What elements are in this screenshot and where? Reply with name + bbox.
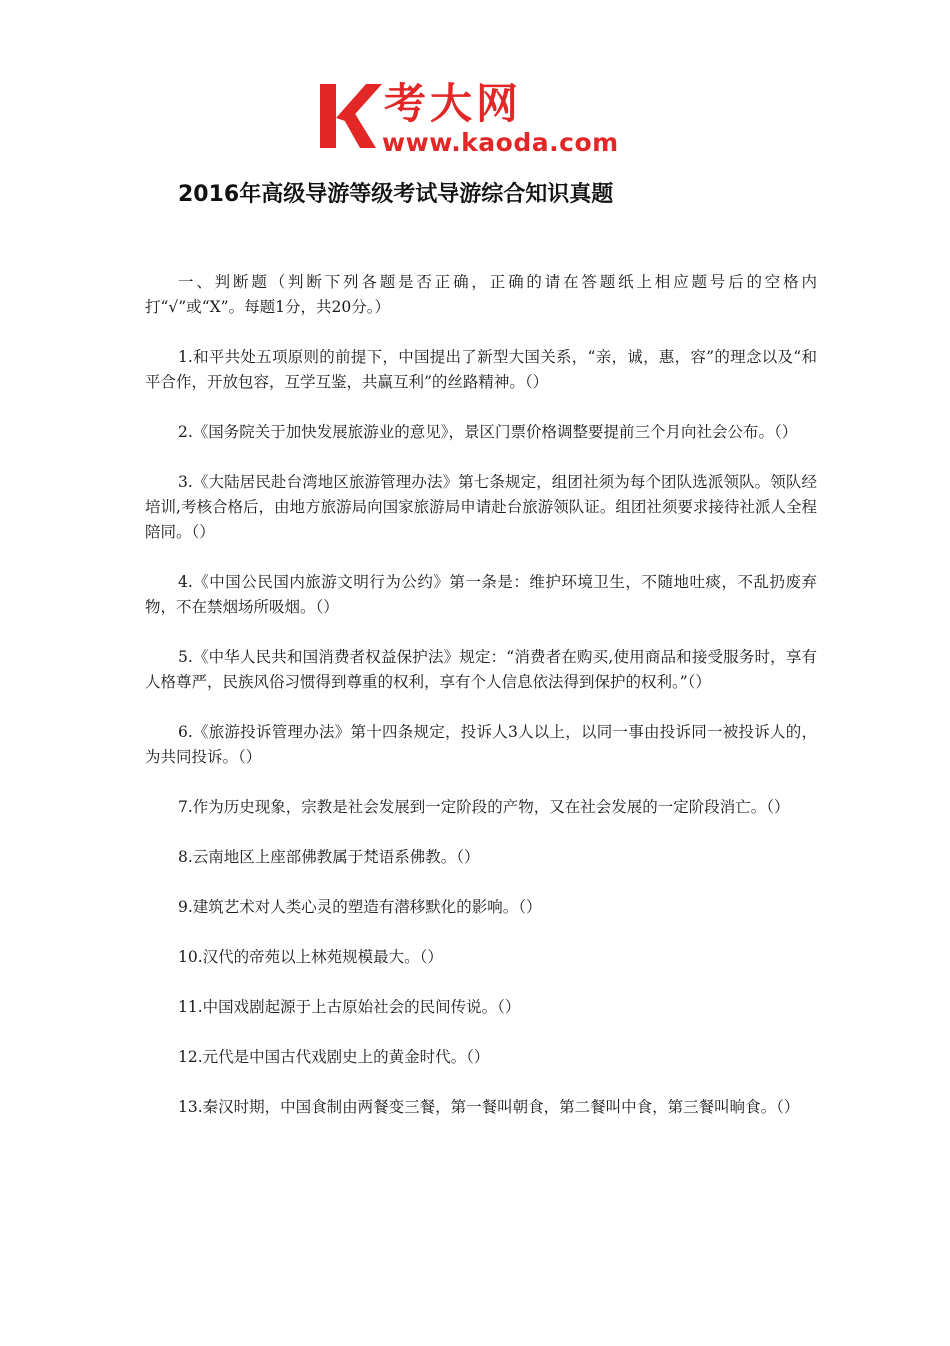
question-item: 4.《中国公民国内旅游文明行为公约》第一条是：维护环境卫生，不随地吐痰，不乱扔废弃物，不在禁烟场所吸烟。（） — [145, 573, 817, 616]
question-item: 8.云南地区上座部佛教属于梵语系佛教。（） — [178, 848, 480, 866]
kaoda-logo — [318, 79, 640, 160]
document-body — [145, 270, 817, 1145]
question-item: 13.秦汉时期，中国食制由两餐变三餐，第一餐叫朝食，第二餐叫中食，第三餐叫晌食。（） — [178, 1098, 800, 1116]
question-item: 12.元代是中国古代戏剧史上的黄金时代。（） — [178, 1048, 490, 1066]
question-item: 3.《大陆居民赴台湾地区旅游管理办法》第七条规定，组团社须为每个团队选派领队。领队经培训,考核合格后，由地方旅游局向国家旅游局申请赴台旅游领队证。组团社须要求接待社派人全程陪同。（） — [145, 473, 817, 541]
question-item: 11.中国戏剧起源于上古原始社会的民间传说。（） — [178, 998, 521, 1016]
question-item: 9.建筑艺术对人类心灵的塑造有潜移默化的影响。（） — [178, 898, 542, 916]
brand-name: 考大网 — [384, 79, 523, 128]
page-title: 2016年高级导游等级考试导游综合知识真题 — [178, 182, 614, 207]
question-item: 10.汉代的帝苑以上林苑规模最大。（） — [178, 948, 443, 966]
brand-url: www.kaoda.com — [382, 128, 619, 157]
question-item: 6.《旅游投诉管理办法》第十四条规定，投诉人3人以上，以同一事由投诉同一被投诉人的，为共同投诉。（） — [145, 723, 817, 766]
question-item: 7.作为历史现象，宗教是社会发展到一定阶段的产物，又在社会发展的一定阶段消亡。（） — [178, 798, 790, 816]
question-item: 1.和平共处五项原则的前提下，中国提出了新型大国关系，“亲，诚，惠，容”的理念以及“和平合作，开放包容，互学互鉴，共赢互利”的丝路精神。（） — [145, 348, 817, 391]
k-letter-icon — [318, 82, 382, 154]
question-item: 5.《中华人民共和国消费者权益保护法》规定：“消费者在购买,使用商品和接受服务时，享有人格尊严，民族风俗习惯得到尊重的权利，享有个人信息依法得到保护的权利。”（） — [145, 648, 817, 691]
question-item: 2.《国务院关于加快发展旅游业的意见》，景区门票价格调整要提前三个月向社会公布。（） — [178, 423, 798, 441]
section-heading: 一、判断题（判断下列各题是否正确，正确的请在答题纸上相应题号后的空格内打“√”或“X”。每题1分，共20分。） — [145, 273, 817, 316]
